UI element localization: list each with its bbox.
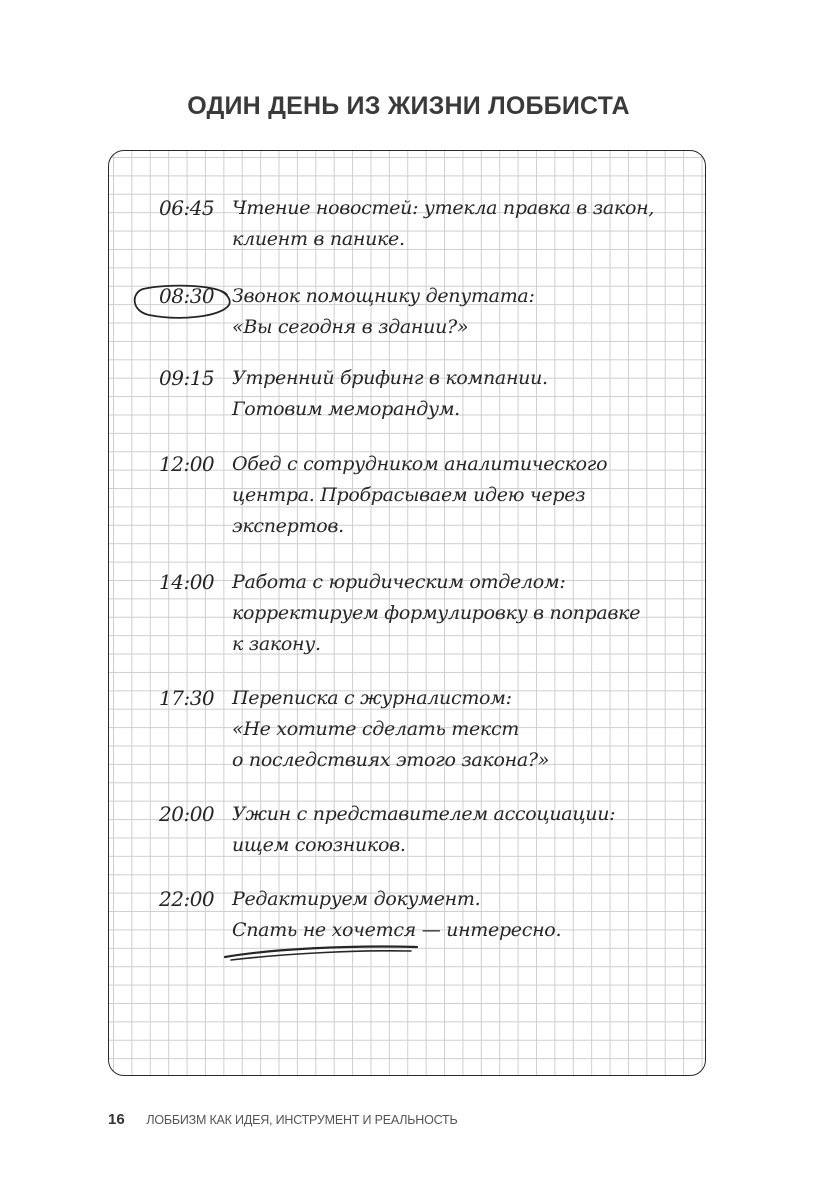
entry-line: Ужин с представителем ассоциации: [232, 803, 616, 825]
entry-time: 14:00 [159, 570, 215, 594]
entry-line: Чтение новостей: утекла правка в закон, [232, 197, 655, 219]
entry-time: 06:45 [159, 196, 215, 220]
entry-time: 22:00 [159, 887, 215, 911]
entry-line: центра. Пробрасываем идею через [232, 484, 586, 506]
entry-time: 17:30 [159, 686, 215, 710]
entry-line: Спать не хочется — интересно. [232, 919, 562, 941]
entry-line: «Не хотите сделать текст [232, 718, 520, 740]
entry-text [232, 449, 692, 542]
entry-line: ищем союзников. [232, 834, 406, 856]
entry-text [232, 567, 692, 660]
entry-line: «Вы сегодня в здании?» [232, 316, 469, 338]
entry-line: о последствиях этого закона?» [232, 749, 550, 771]
entry-line: корректируем формулировку в поправке [232, 602, 641, 624]
entry-time: 08:30 [159, 284, 215, 308]
entry-line: Переписка с журналистом: [232, 687, 512, 709]
entry-time: 20:00 [159, 802, 215, 826]
entry-line: экспертов. [232, 515, 344, 537]
entry-text [232, 884, 692, 946]
entry-text [232, 193, 692, 255]
entry-line: Готовим меморандум. [232, 398, 460, 420]
entry-line: Работа с юридическим отделом: [232, 571, 566, 593]
page-footer [108, 1111, 458, 1128]
entry-time: 12:00 [159, 452, 215, 476]
page-title: ОДИН ДЕНЬ ИЗ ЖИЗНИ ЛОББИСТА [187, 92, 630, 120]
entry-time: 09:15 [159, 366, 215, 390]
entry-line: Редактируем документ. [232, 888, 481, 910]
entry-text [232, 683, 692, 776]
entry-text [232, 281, 692, 343]
entry-line: Обед с сотрудником аналитического [232, 453, 608, 475]
hand-drawn-underline-mark [221, 939, 421, 963]
notebook-grid-panel [108, 150, 706, 1076]
entry-line: клиент в панике. [232, 228, 405, 250]
entry-text [232, 363, 692, 425]
entry-line: к закону. [232, 633, 321, 655]
entry-line: Утренний брифинг в компании. [232, 367, 548, 389]
running-title: ЛОББИЗМ КАК ИДЕЯ, ИНСТРУМЕНТ И РЕАЛЬНОСТЬ [146, 1113, 458, 1127]
entry-line: Звонок помощнику депутата: [232, 285, 535, 307]
page-number: 16 [108, 1111, 125, 1128]
entry-text [232, 799, 692, 861]
